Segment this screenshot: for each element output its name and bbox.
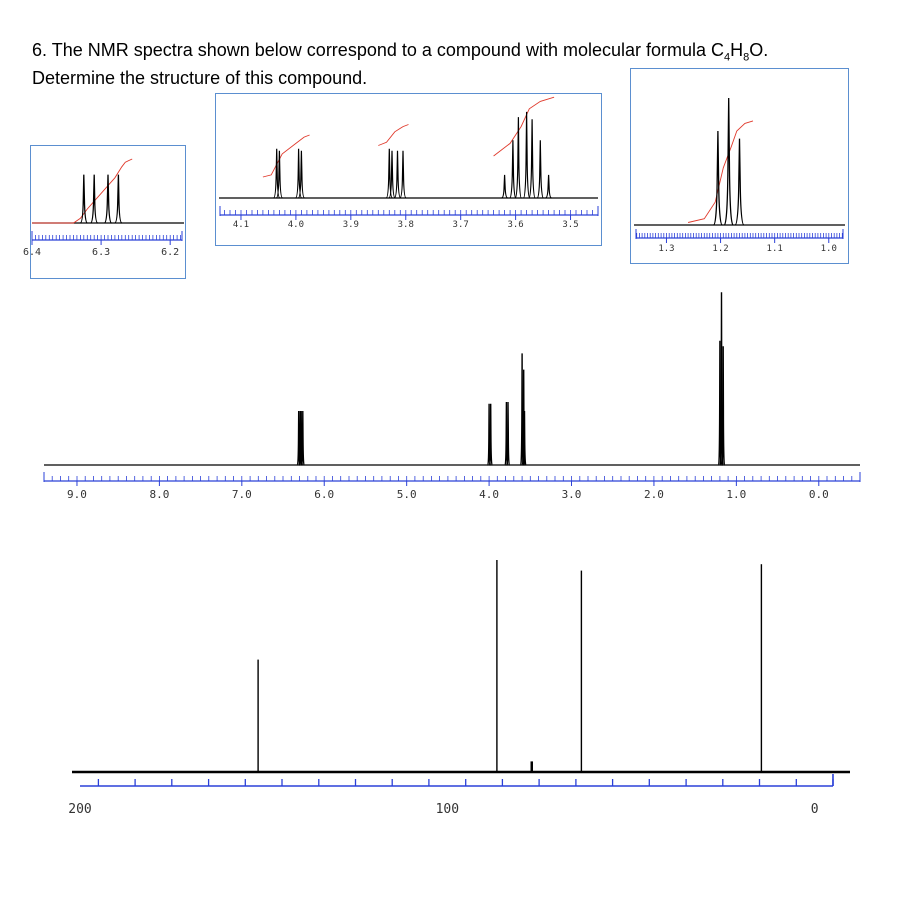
tick-label: 3.7 [452, 220, 469, 230]
inset-methyl-spectrum [630, 68, 849, 264]
peak [537, 140, 543, 198]
peak [515, 117, 521, 198]
peak [105, 175, 112, 223]
tick-label: 0.0 [808, 488, 829, 501]
question-line-1-text: The NMR spectra shown below correspond to a compound with molecular formula C [51, 40, 725, 60]
tick-label: 6.4 [22, 247, 42, 258]
tick-label: 3.5 [562, 220, 579, 230]
tick-label: 6.3 [92, 247, 111, 258]
tick-label: 6.0 [314, 488, 335, 501]
tick-label: 1.0 [820, 244, 837, 254]
tick-label: 2.0 [644, 488, 664, 501]
tick-label: 1.0 [726, 488, 747, 501]
integration-curve [494, 97, 554, 156]
tick-label: 8.0 [149, 488, 170, 501]
tick-label: 1.3 [658, 244, 675, 254]
tick-label: 4.0 [287, 220, 305, 230]
integration-curve [688, 121, 753, 223]
formula-oxygen: O. [749, 40, 769, 60]
peak [510, 140, 516, 198]
tick-label: 7.0 [231, 488, 252, 501]
tick-label: 100 [435, 802, 460, 817]
question-line-2: Determine the structure of this compound. [32, 67, 368, 88]
peak [581, 571, 582, 772]
c13-nmr-spectrum [68, 550, 852, 830]
peak [524, 112, 530, 198]
peak [502, 175, 508, 198]
integration-curve [378, 125, 408, 146]
formula-subscript-h: 8 [743, 51, 750, 64]
tick-label: 4.1 [232, 220, 250, 230]
peak [496, 560, 497, 772]
tick-label: 3.8 [397, 220, 414, 230]
peak [115, 175, 122, 223]
peak [735, 139, 744, 225]
tick-label: 0 [810, 802, 819, 817]
peak [400, 151, 406, 198]
tick-label: 3.0 [561, 488, 582, 501]
tick-label: 1.2 [712, 244, 729, 254]
question-number: 6. [32, 40, 48, 60]
formula-hydrogen: H [730, 40, 744, 60]
tick-label: 3.6 [507, 220, 524, 230]
formula-subscript-c: 4 [724, 51, 731, 64]
tick-label: 9.0 [67, 488, 87, 501]
peak [531, 761, 534, 772]
peak [80, 175, 87, 223]
peak [257, 660, 258, 772]
tick-label: 4.0 [479, 488, 500, 501]
inset-vinyl-spectrum [22, 145, 186, 279]
panel-frame [31, 146, 186, 279]
peak [529, 119, 535, 198]
tick-label: 6.2 [161, 247, 180, 258]
tick-label: 1.1 [766, 244, 783, 254]
tick-label: 5.0 [396, 488, 417, 501]
tick-label: 200 [68, 802, 92, 817]
tick-label: 3.9 [342, 220, 359, 230]
integration-curve [263, 135, 310, 177]
h1-nmr-spectrum [40, 290, 865, 505]
peak [394, 151, 400, 198]
question-line-1 [32, 40, 892, 68]
peak [761, 564, 762, 772]
peak [546, 175, 552, 198]
inset-oxymethylene-spectrum [215, 93, 602, 246]
